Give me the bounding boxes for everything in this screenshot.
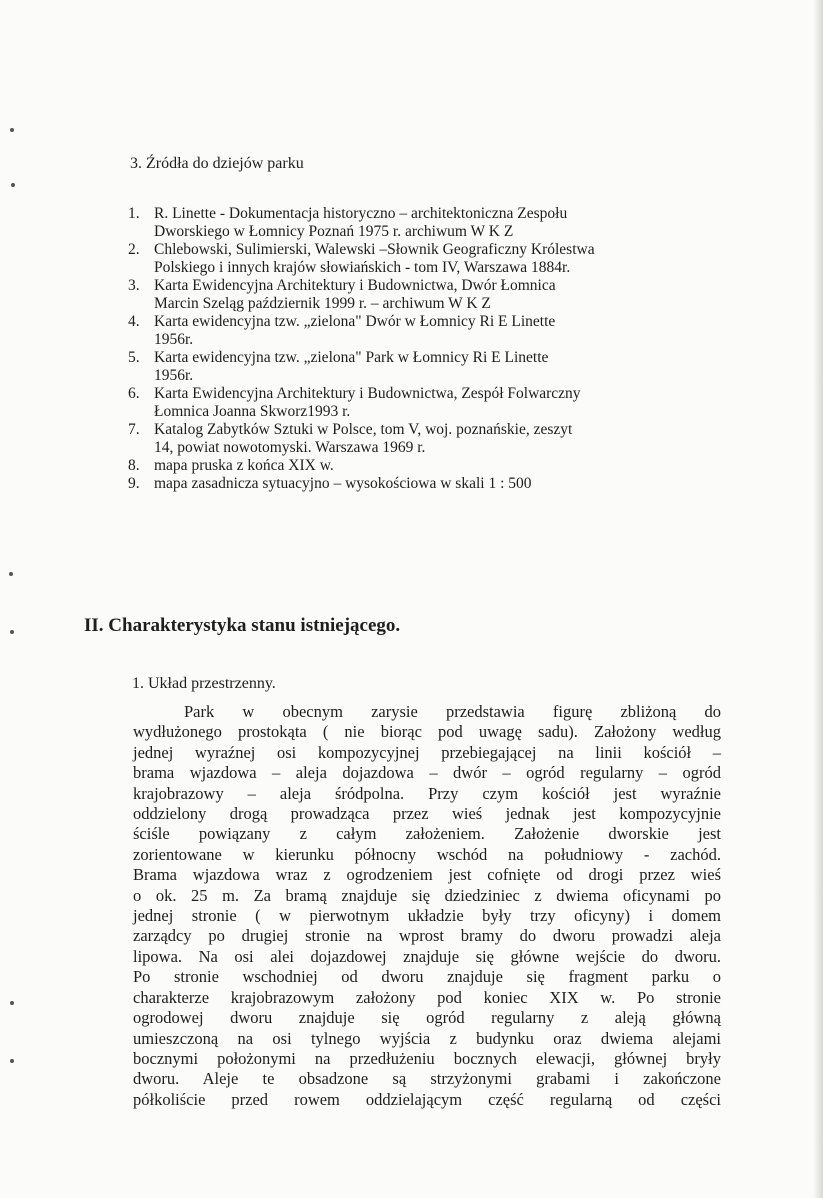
list-item: [128, 313, 728, 349]
paragraph-line: umieszczoną na osi tylnego wyjścia z budynku oraz dwiema alejami: [133, 1028, 721, 1048]
list-item: [128, 241, 728, 277]
punch-mark: [11, 183, 15, 187]
list-number: 6.: [128, 385, 140, 402]
list-line: Łomnica Joanna Skworz1993 r.: [154, 403, 351, 420]
list-line: Karta ewidencyjna tzw. „zielona" Dwór w Łomnicy Ri E Linette: [154, 313, 556, 330]
list-line: Chlebowski, Sulimierski, Walewski –Słownik Geograficzny Królestwa: [154, 241, 595, 258]
paragraph-line: krajobrazowy – aleja śródpolna. Przy czym kościół jest wyraźnie: [133, 783, 721, 803]
list-number: 1.: [128, 205, 140, 222]
list-line: mapa pruska z końca XIX w.: [154, 457, 334, 474]
list-item: [128, 475, 728, 493]
list-text: [154, 349, 728, 385]
list-line: 1956r.: [154, 331, 194, 348]
list-line: Karta Ewidencyjna Architektury i Budownictwa, Zespół Folwarczny: [154, 385, 581, 402]
paragraph-line: dworu. Aleje te obsadzone są strzyżonymi grabami i zakończone: [133, 1069, 721, 1089]
section-heading: II. Charakterystyka stanu istniejącego.: [84, 615, 401, 636]
punch-mark: [10, 1001, 14, 1005]
sources-heading: 3. Źródła do dziejów parku: [130, 155, 304, 172]
paragraph-line: jednej wyraźnej osi kompozycyjnej przebiegającej na linii kościół –: [133, 742, 721, 762]
subsection-heading: 1. Układ przestrzenny.: [132, 675, 276, 692]
paragraph-line: oddzielony drogą prowadząca przez wieś jednak jest kompozycyjnie: [133, 804, 721, 824]
paragraph-line: ogrodowej dworu znajduje się ogród regularny z aleją główną: [133, 1008, 721, 1028]
list-item: [128, 205, 728, 241]
list-text: [154, 421, 728, 457]
list-text: [154, 241, 728, 277]
list-line: Karta Ewidencyjna Architektury i Budownictwa, Dwór Łomnica: [154, 277, 556, 294]
paragraph-line: ściśle powiązany z całym założeniem. Założenie dworskie jest: [133, 824, 721, 844]
list-number: 8.: [128, 457, 140, 474]
paragraph-line: Park w obecnym zarysie przedstawia figurę zbliżoną do: [184, 702, 721, 721]
list-item: [128, 277, 728, 313]
paragraph-line: lipowa. Na osi alei dojazdowej znajduje się główne wejście do dworu.: [133, 946, 721, 966]
list-line: Katalog Zabytków Sztuki w Polsce, tom V, woj. poznańskie, zeszyt: [154, 421, 573, 438]
list-text: [154, 385, 728, 421]
paragraph-line: jednej stronie ( w pierwotnym układzie były trzy oficyny) i domem: [133, 906, 721, 926]
punch-mark: [9, 572, 13, 576]
paragraph-line: o ok. 25 m. Za bramą znajduje się dziedziniec z dwiema oficynami po: [133, 885, 721, 905]
list-line: Marcin Szeląg październik 1999 r. – archiwum W K Z: [154, 295, 491, 312]
punch-mark: [10, 128, 14, 132]
paragraph-line: charakterze krajobrazowym założony pod koniec XIX w. Po stronie: [133, 987, 721, 1007]
list-text: [154, 313, 728, 349]
list-line: Karta ewidencyjna tzw. „zielona" Park w Łomnicy Ri E Linette: [154, 349, 549, 366]
list-number: 4.: [128, 313, 140, 330]
page-edge-shadow: [813, 0, 823, 1198]
paragraph-line: wydłużonego prostokąta ( nie biorąc pod uwagę sadu). Założony według: [133, 722, 721, 742]
list-number: 7.: [128, 421, 140, 438]
paragraph-line: Po stronie wschodniej od dworu znajduje się fragment parku o: [133, 967, 721, 987]
punch-mark: [10, 1059, 14, 1063]
list-item: [128, 457, 728, 475]
body-paragraph: [133, 702, 721, 1110]
list-line: R. Linette - Dokumentacja historyczno – architektoniczna Zespołu: [154, 205, 568, 222]
list-line: 1956r.: [154, 367, 194, 384]
list-text: [154, 205, 728, 241]
list-text: [154, 475, 728, 493]
punch-mark: [10, 630, 14, 634]
list-item: [128, 349, 728, 385]
list-line: 14, powiat nowotomyski. Warszawa 1969 r.: [154, 439, 426, 456]
list-item: [128, 421, 728, 457]
list-number: 2.: [128, 241, 140, 258]
list-line: mapa zasadnicza sytuacyjno – wysokościowa w skali 1 : 500: [154, 475, 532, 492]
list-text: [154, 277, 728, 313]
list-text: [154, 457, 728, 475]
sources-list: [128, 205, 728, 493]
list-line: Dworskiego w Łomnicy Poznań 1975 r. archiwum W K Z: [154, 223, 514, 240]
list-number: 5.: [128, 349, 140, 366]
paragraph-line: zarządcy po drugiej stronie na wprost bramy do dworu prowadzi aleja: [133, 926, 721, 946]
paragraph-line: bocznymi położonymi na przedłużeniu bocznych elewacji, głównej bryły: [133, 1048, 721, 1068]
list-number: 9.: [128, 475, 140, 492]
paragraph-line: brama wjazdowa – aleja dojazdowa – dwór – ogród regularny – ogród: [133, 763, 721, 783]
paragraph-line: półkoliście przed rowem oddzielającym część regularną od części: [133, 1089, 721, 1109]
paragraph-line: Brama wjazdowa wraz z ogrodzeniem jest cofnięte od drogi przez wieś: [133, 865, 721, 885]
list-number: 3.: [128, 277, 140, 294]
list-item: [128, 385, 728, 421]
paragraph-line: zorientowane w kierunku północny wschód na południowy - zachód.: [133, 844, 721, 864]
list-line: Polskiego i innych krajów słowiańskich - tom IV, Warszawa 1884r.: [154, 259, 571, 276]
